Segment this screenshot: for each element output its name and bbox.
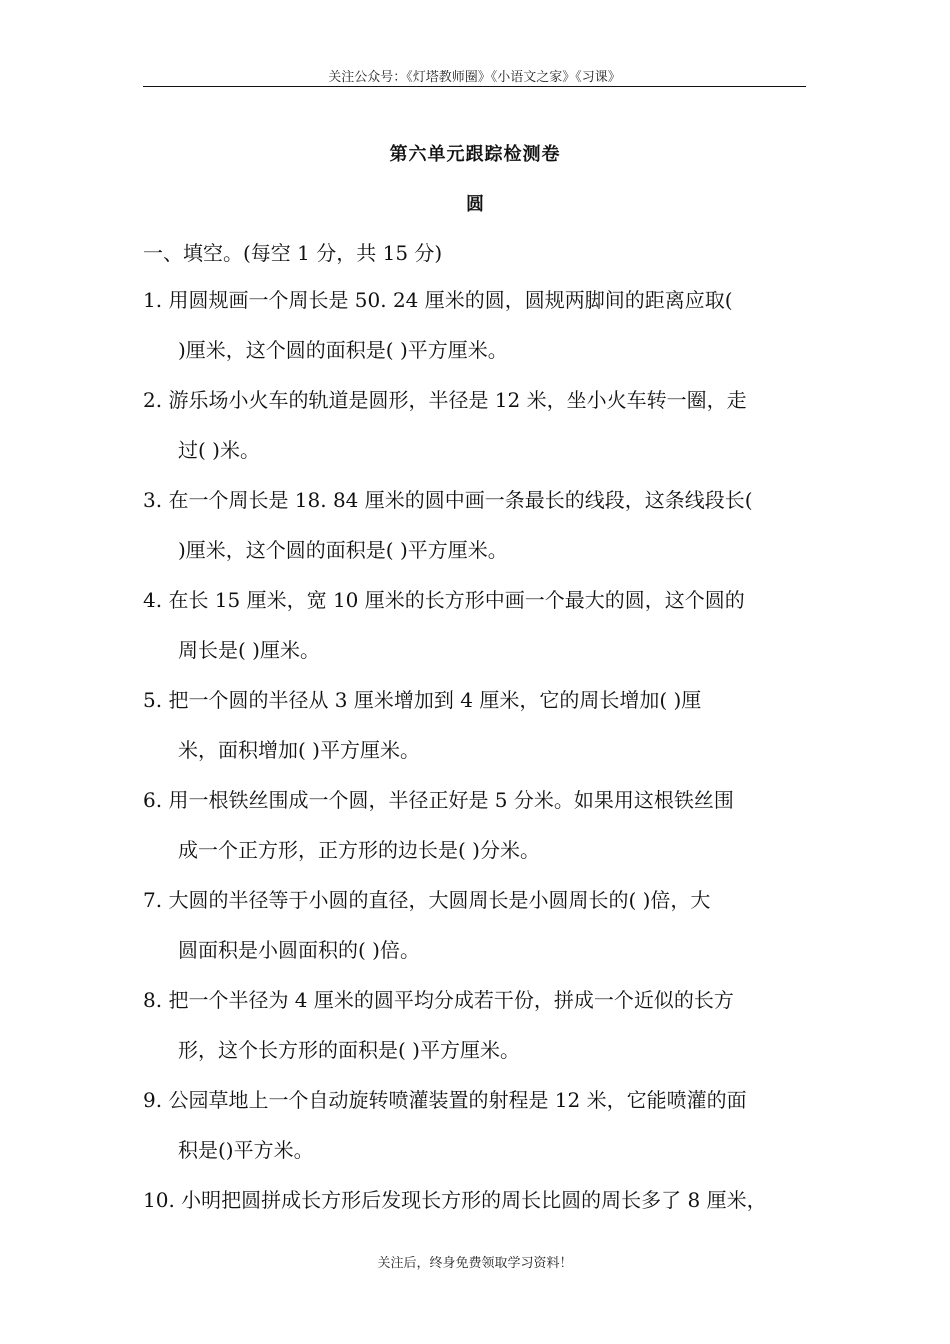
question-line: 8. 把一个半径为 4 厘米的圆平均分成若干份，拼成一个近似的长方	[143, 988, 734, 1012]
question-line: )厘米，这个圆的面积是( )平方厘米。	[178, 338, 508, 362]
question-line: 米，面积增加( )平方厘米。	[178, 738, 420, 762]
question-line: 形，这个长方形的面积是( )平方厘米。	[178, 1038, 520, 1062]
question-3	[143, 475, 808, 575]
page-footer: 关注后，终身免费领取学习资料！	[377, 1256, 573, 1271]
page-subtitle: 圆	[466, 194, 484, 215]
question-line: 3. 在一个周长是 18. 84 厘米的圆中画一条最长的线段，这条线段长(	[143, 488, 753, 512]
question-2	[143, 375, 808, 475]
question-line: 7. 大圆的半径等于小圆的直径，大圆周长是小圆周长的( )倍，大	[143, 888, 711, 912]
section-heading: 一、填空。(每空 1 分，共 15 分)	[143, 241, 443, 265]
question-4	[143, 575, 808, 675]
header-rule	[143, 86, 806, 87]
page-header: 关注公众号：《灯塔教师圈》《小语文之家》《习课》	[328, 70, 621, 85]
question-line: )厘米，这个圆的面积是( )平方厘米。	[178, 538, 508, 562]
question-6	[143, 775, 808, 875]
question-8	[143, 975, 808, 1075]
question-line: 积是()平方米。	[178, 1138, 314, 1162]
question-line: 6. 用一根铁丝围成一个圆，半径正好是 5 分米。如果用这根铁丝围	[143, 788, 734, 812]
question-1	[143, 275, 808, 375]
question-line: 5. 把一个圆的半径从 3 厘米增加到 4 厘米，它的周长增加( )厘	[143, 688, 702, 712]
question-9	[143, 1075, 808, 1175]
question-5	[143, 675, 808, 775]
question-line: 4. 在长 15 厘米，宽 10 厘米的长方形中画一个最大的圆，这个圆的	[143, 588, 745, 612]
question-line: 周长是( )厘米。	[178, 638, 320, 662]
question-10	[143, 1175, 808, 1225]
question-line: 1. 用圆规画一个周长是 50. 24 厘米的圆，圆规两脚间的距离应取(	[143, 288, 733, 312]
question-line: 圆面积是小圆面积的( )倍。	[178, 938, 420, 962]
question-line: 过( )米。	[178, 438, 260, 462]
question-7	[143, 875, 808, 975]
question-line: 10. 小明把圆拼成长方形后发现长方形的周长比圆的周长多了 8 厘米，	[143, 1188, 767, 1212]
question-line: 成一个正方形，正方形的边长是( )分米。	[178, 838, 540, 862]
page-title: 第六单元跟踪检测卷	[389, 144, 561, 165]
question-line: 9. 公园草地上一个自动旋转喷灌装置的射程是 12 米，它能喷灌的面	[143, 1088, 747, 1112]
question-line: 2. 游乐场小火车的轨道是圆形，半径是 12 米，坐小火车转一圈，走	[143, 388, 747, 412]
